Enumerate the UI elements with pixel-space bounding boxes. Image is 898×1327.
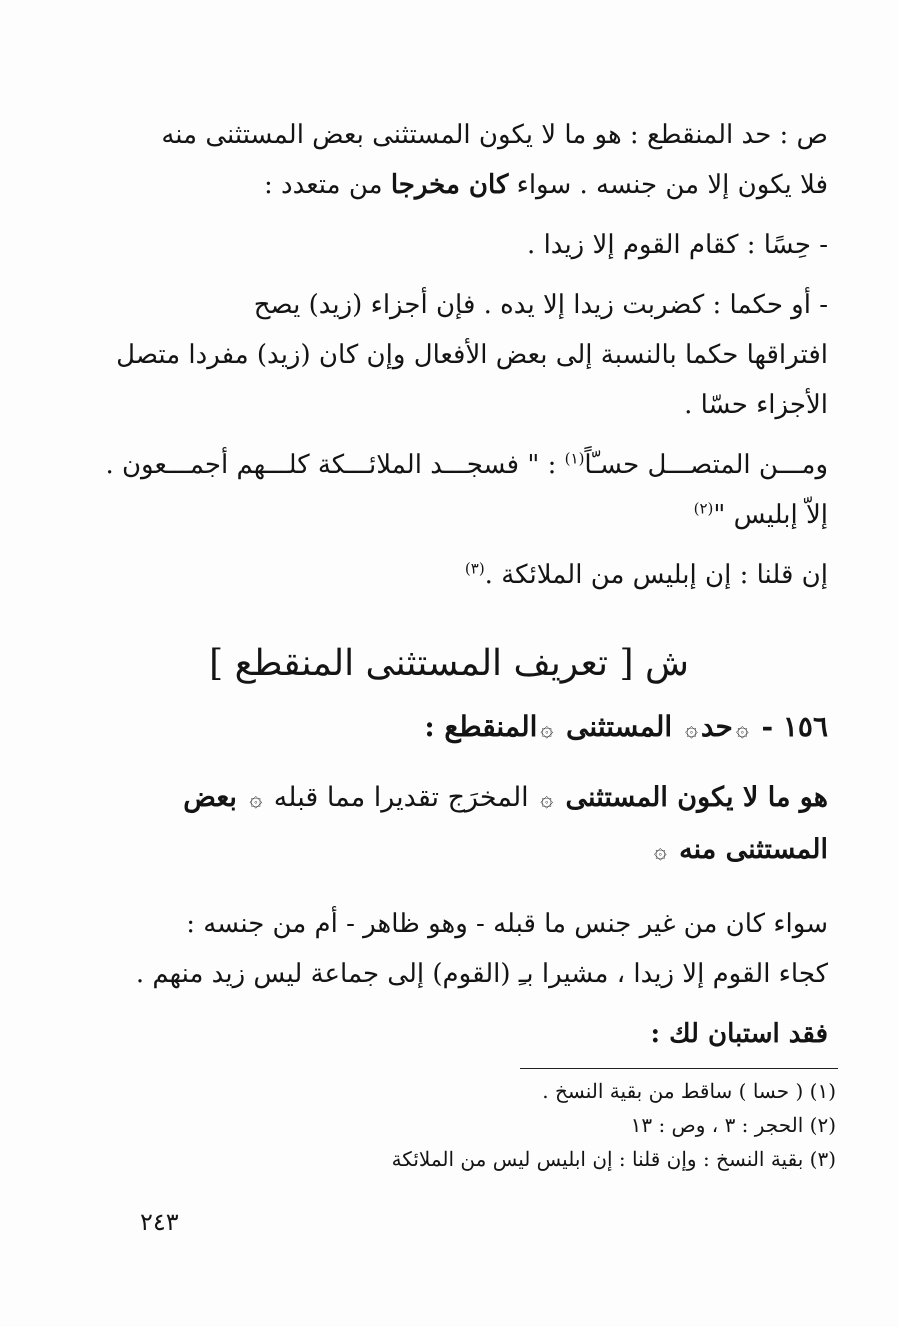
heading-number: ١٥٦ -: [751, 710, 828, 743]
text-line: [70, 160, 828, 210]
text-span: المنقطع :: [424, 710, 538, 743]
paragraph-iblis: [70, 550, 828, 600]
footnote-2: (٢) الحجر : ٣ ، وص : ١٣: [630, 1113, 836, 1137]
ornament-icon: ۞: [684, 717, 698, 742]
footnote-ref-1[interactable]: (١): [564, 449, 585, 468]
paragraph-conclusion: فقد استبان لك :: [650, 1019, 828, 1049]
ornament-icon: ۞: [540, 717, 554, 742]
text-line: افتراقها حكما بالنسبة إلى بعض الأفعال وإن كان (زيد) مفردا متصل: [116, 340, 828, 370]
text-line: [70, 490, 828, 540]
paragraph-quran-example: [70, 440, 828, 540]
text-line: [70, 825, 828, 877]
text-line: [70, 440, 828, 490]
definition-text: [70, 773, 828, 877]
text-span: المخرَج تقديرا مما قبله: [265, 782, 538, 813]
text-span: من متعدد :: [264, 170, 391, 200]
footnote-ref-3[interactable]: (٣): [464, 559, 485, 578]
paragraph-definition-intro: [70, 110, 828, 210]
ornament-icon: ۞: [249, 787, 263, 812]
ornament-icon: ۞: [735, 717, 749, 742]
footnote-divider: [520, 1068, 838, 1069]
text-span: هو ما لا يكون المستثنى: [556, 782, 828, 813]
numbered-heading: [70, 700, 828, 757]
ornament-icon: ۞: [653, 839, 667, 864]
ornament-icon: ۞: [540, 787, 554, 812]
text-span: المستثنى منه: [669, 834, 828, 865]
text-span: إلاّ إبليس ": [713, 500, 828, 530]
text-span: حد: [700, 710, 733, 743]
text-line: الأجزاء حسّا .: [684, 390, 828, 420]
footnote-3: (٣) بقية النسخ : وإن قلنا : إن ابليس ليس من الملائكة: [391, 1147, 836, 1171]
footnotes: [116, 1074, 836, 1176]
text-line: - أو حكما : كضربت زيدا إلا يده . فإن أجزاء (زيد) يصح: [253, 290, 828, 320]
text-line: ص : حد المنقطع : هو ما لا يكون المستثنى بعض المستثنى منه: [161, 120, 828, 150]
text-span: فلا يكون إلا من جنسه . سواء: [508, 170, 828, 200]
paragraph-sensory: - حِسًا : كقام القوم إلا زيدا .: [527, 230, 828, 260]
footnote-1: (١) ( حسا ) ساقط من بقية النسخ .: [542, 1079, 836, 1103]
text-line: سواء كان من غير جنس ما قبله - وهو ظاهر - أم من جنسه :: [186, 909, 828, 939]
text-line: [70, 773, 828, 825]
text-span: بعض: [183, 782, 247, 813]
paragraph-judgment: [70, 280, 828, 430]
text-span: : " فسجـــد الملائـــكة كلـــهم أجمـــعون .: [105, 450, 565, 480]
text-line: كجاء القوم إلا زيدا ، مشيرا بـِ (القوم) إلى جماعة ليس زيد منهم .: [135, 959, 828, 989]
text-span: المستثنى: [556, 710, 682, 743]
page-number: ٢٤٣: [140, 1208, 179, 1236]
bold-text: كان مخرجا: [390, 170, 509, 200]
main-text: [70, 110, 828, 1069]
text-span: ومـــن المتصـــل حسـّاً: [584, 450, 828, 480]
paragraph-explanation: [70, 899, 828, 999]
section-title: ش [ تعريف المستثنى المنقطع ]: [209, 643, 689, 684]
footnote-ref-2[interactable]: (٢): [693, 499, 714, 518]
text-span: إن قلنا : إن إبليس من الملائكة .: [484, 560, 828, 590]
